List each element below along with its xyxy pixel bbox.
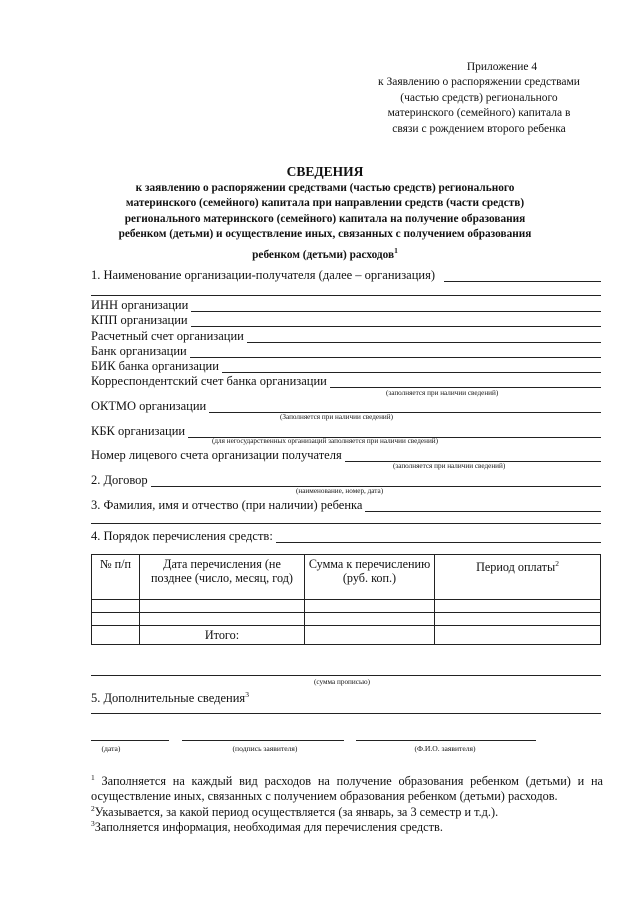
kbk-label: КБК организации xyxy=(91,424,186,438)
payment-table xyxy=(91,554,601,645)
table-cell[interactable] xyxy=(92,600,140,613)
org-name-label: 1. Наименование организации-получателя (далее – организация) xyxy=(91,268,436,282)
inn-row xyxy=(91,298,601,312)
table-total-row xyxy=(92,626,601,645)
personal-account-row xyxy=(91,448,601,462)
contract-hint: (наименование, номер, дата) xyxy=(296,487,384,495)
oktmo-hint: (Заполняется при наличии сведений) xyxy=(280,413,394,421)
footnote-mark: 2 xyxy=(91,804,95,813)
footnote-text: Заполняется информация, необходимая для перечисления средств. xyxy=(94,820,443,835)
footnote-mark: 1 xyxy=(91,773,95,782)
amount-words-line[interactable] xyxy=(91,675,601,676)
subtitle-line xyxy=(80,243,570,263)
bik-field[interactable] xyxy=(222,361,601,373)
subtitle-line: материнского (семейного) капитала при направлении средств (части средств) xyxy=(125,197,525,210)
total-amount-cell[interactable] xyxy=(305,626,435,645)
bik-row xyxy=(91,359,601,373)
amount-words-hint: (сумма прописью) xyxy=(314,678,370,686)
additional-label xyxy=(91,688,252,705)
transfer-order-field[interactable] xyxy=(276,531,601,543)
footnote-text: Указывается, за какой период осуществляется (за январь, за 3 семестр и т.д.). xyxy=(94,805,499,820)
footnote-ref: 1 xyxy=(394,245,398,255)
appendix-line: (частью средств) регионального xyxy=(400,91,558,104)
kbk-hint: (для негосударственных организаций заполняется при наличии сведений) xyxy=(212,437,439,445)
child-name-field[interactable] xyxy=(365,500,601,512)
col-header-period xyxy=(435,555,601,600)
child-name-row xyxy=(91,498,601,512)
child-name-label: 3. Фамилия, имя и отчество (при наличии) ребенка xyxy=(91,498,363,512)
footnote-ref: 2 xyxy=(555,559,559,568)
oktmo-label: ОКТМО организации xyxy=(91,399,207,413)
date-caption: (дата) xyxy=(101,744,121,753)
personal-account-hint: (заполняется при наличии сведений) xyxy=(393,462,506,470)
footnote-ref: 3 xyxy=(245,690,249,699)
org-name-field[interactable] xyxy=(444,270,601,282)
contract-label: 2. Договор xyxy=(91,473,148,487)
account-row xyxy=(91,329,601,343)
personal-account-label: Номер лицевого счета организации получателя xyxy=(91,448,342,462)
appendix-header xyxy=(354,60,604,137)
kbk-row xyxy=(91,424,601,438)
col-header-amount: Сумма к перечислению (руб. коп.) xyxy=(305,555,435,600)
bank-field[interactable] xyxy=(190,346,601,358)
table-cell[interactable] xyxy=(140,600,305,613)
col-header-period-label: Период оплаты xyxy=(476,560,556,575)
contract-row xyxy=(91,473,601,487)
corr-account-hint: (заполняется при наличии сведений) xyxy=(386,389,499,397)
oktmo-field[interactable] xyxy=(209,401,601,413)
table-cell[interactable] xyxy=(435,600,601,613)
applicant-name-signature-line[interactable] xyxy=(356,740,536,741)
applicant-name-caption: (Ф.И.О. заявителя) xyxy=(414,744,476,753)
table-row xyxy=(92,600,601,613)
table-cell[interactable] xyxy=(140,613,305,626)
inn-field[interactable] xyxy=(191,300,601,312)
footnote-1 xyxy=(91,770,603,805)
org-name-row xyxy=(91,268,601,282)
additional-label-text: 5. Дополнительные сведения xyxy=(91,691,246,706)
contract-field[interactable] xyxy=(151,475,601,487)
document-title: СВЕДЕНИЯ xyxy=(286,164,364,179)
table-cell[interactable] xyxy=(305,613,435,626)
appendix-line: связи с рождением второго ребенка xyxy=(392,122,566,135)
appendix-line: к Заявлению о распоряжении средствами xyxy=(378,76,580,89)
inn-label: ИНН организации xyxy=(91,298,189,312)
kpp-field[interactable] xyxy=(191,315,601,327)
bank-row xyxy=(91,344,601,358)
subtitle-last-text: ребенком (детьми) расходов xyxy=(252,248,395,261)
table-cell xyxy=(92,626,140,645)
appendix-title: Приложение 4 xyxy=(466,61,538,73)
oktmo-row xyxy=(91,399,601,413)
corr-account-label: Корреспондентский счет банка организации xyxy=(91,374,327,388)
date-signature-line[interactable] xyxy=(91,740,169,741)
bank-label: Банк организации xyxy=(91,344,187,358)
footnote-3 xyxy=(91,816,603,835)
bik-label: БИК банка организации xyxy=(91,359,219,373)
transfer-order-label: 4. Порядок перечисления средств: xyxy=(91,529,273,543)
applicant-signature-line[interactable] xyxy=(182,740,344,741)
account-field[interactable] xyxy=(247,331,601,343)
total-label: Итого: xyxy=(140,626,305,645)
org-name-field-line[interactable] xyxy=(91,295,601,296)
col-header-date: Дата перечисления (не позднее (число, месяц, год) xyxy=(140,555,305,600)
table-row xyxy=(92,613,601,626)
col-header-number: № п/п xyxy=(92,555,140,600)
kpp-row xyxy=(91,313,601,327)
table-cell[interactable] xyxy=(435,613,601,626)
account-label: Расчетный счет организации xyxy=(91,329,244,343)
appendix-line: материнского (семейного) капитала в xyxy=(387,107,571,120)
footnote-mark: 3 xyxy=(91,819,95,828)
applicant-signature-caption: (подпись заявителя) xyxy=(232,744,298,753)
subtitle-line: ребенком (детьми) и осуществление иных, связанных с получением образования xyxy=(118,228,532,241)
subtitle-line: регионального материнского (семейного) капитала на получение образования xyxy=(124,212,526,225)
additional-row xyxy=(91,688,601,705)
table-cell[interactable] xyxy=(92,613,140,626)
document-heading xyxy=(80,164,570,263)
additional-field-line[interactable] xyxy=(91,713,601,714)
subtitle-line: к заявлению о распоряжении средствами (частью средств) регионального xyxy=(135,181,515,194)
kpp-label: КПП организации xyxy=(91,313,188,327)
corr-account-row xyxy=(91,374,601,388)
table-cell[interactable] xyxy=(305,600,435,613)
personal-account-field[interactable] xyxy=(345,450,601,462)
transfer-order-row xyxy=(91,529,601,543)
table-cell[interactable] xyxy=(435,626,601,645)
corr-account-field[interactable] xyxy=(330,376,601,388)
child-name-field-line[interactable] xyxy=(91,523,601,524)
footnote-text: Заполняется на каждый вид расходов на получение образования ребенком (детьми) и на осуществление иных, связанных с получением образования ребенком (детьми) расходов. xyxy=(91,774,603,804)
table-header-row xyxy=(92,555,601,600)
